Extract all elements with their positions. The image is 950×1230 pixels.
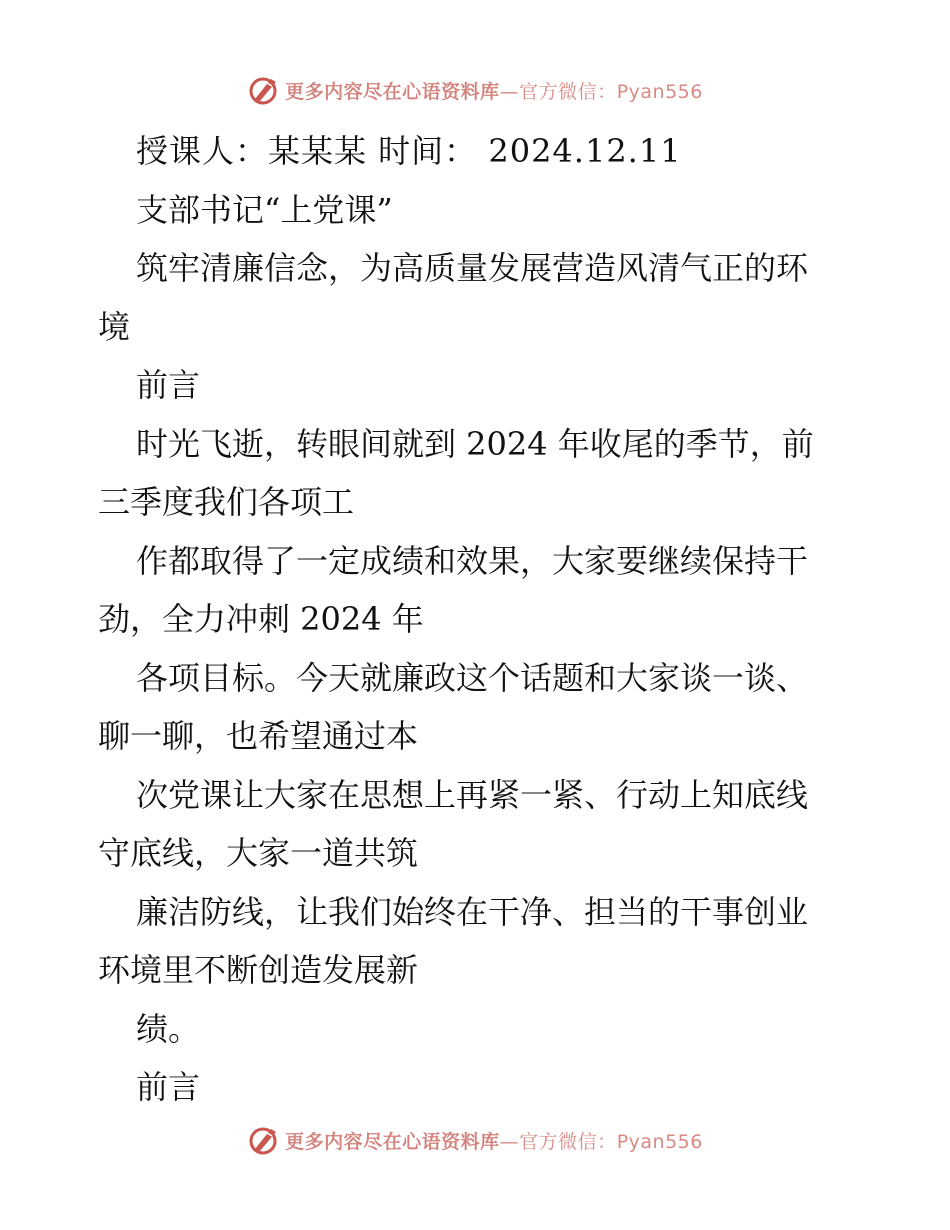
- paragraph-line: 守底线，大家一道共筑: [98, 834, 419, 872]
- paragraph-line: 廉洁防线，让我们始终在干净、担当的干事创业: [136, 892, 809, 931]
- watermark-text: 更多内容尽在心语资料库—官方微信：Pyan556: [285, 80, 703, 103]
- section-heading: 前言: [136, 1068, 201, 1106]
- paragraph-line: 三季度我们各项工: [98, 483, 355, 521]
- pen-nib-circle-icon: [247, 73, 281, 107]
- paragraph-line: 聊一聊，也希望通过本: [98, 717, 419, 755]
- subtitle-line: 支部书记“上党课”: [136, 190, 393, 229]
- document-body: [98, 122, 858, 1117]
- footer-watermark: [0, 1120, 950, 1160]
- watermark-text: 更多内容尽在心语资料库—官方微信：Pyan556: [285, 1130, 703, 1153]
- paragraph-line: 劲，全力冲刺 2024 年: [98, 600, 424, 638]
- section-heading: 前言: [136, 366, 201, 404]
- paragraph-line: 作都取得了一定成绩和效果，大家要继续保持干: [136, 541, 809, 580]
- paragraph-line: 各项目标。今天就廉政这个话题和大家谈一谈、: [136, 658, 809, 697]
- paragraph-line: 环境里不断创造发展新: [98, 951, 419, 989]
- document-title-continued: 境: [98, 307, 131, 346]
- lecturer-time-line: 授课人：某某某 时间： 2024.12.11: [136, 132, 682, 170]
- pen-nib-circle-icon: [247, 1123, 281, 1157]
- paragraph-line: 绩。: [136, 1009, 201, 1048]
- header-watermark: [0, 70, 950, 110]
- document-title: 筑牢清廉信念，为高质量发展营造风清气正的环: [136, 249, 809, 287]
- paragraph-line: 次党课让大家在思想上再紧一紧、行动上知底线: [136, 775, 809, 814]
- paragraph-line: 时光飞逝，转眼间就到 2024 年收尾的季节，前: [136, 424, 814, 463]
